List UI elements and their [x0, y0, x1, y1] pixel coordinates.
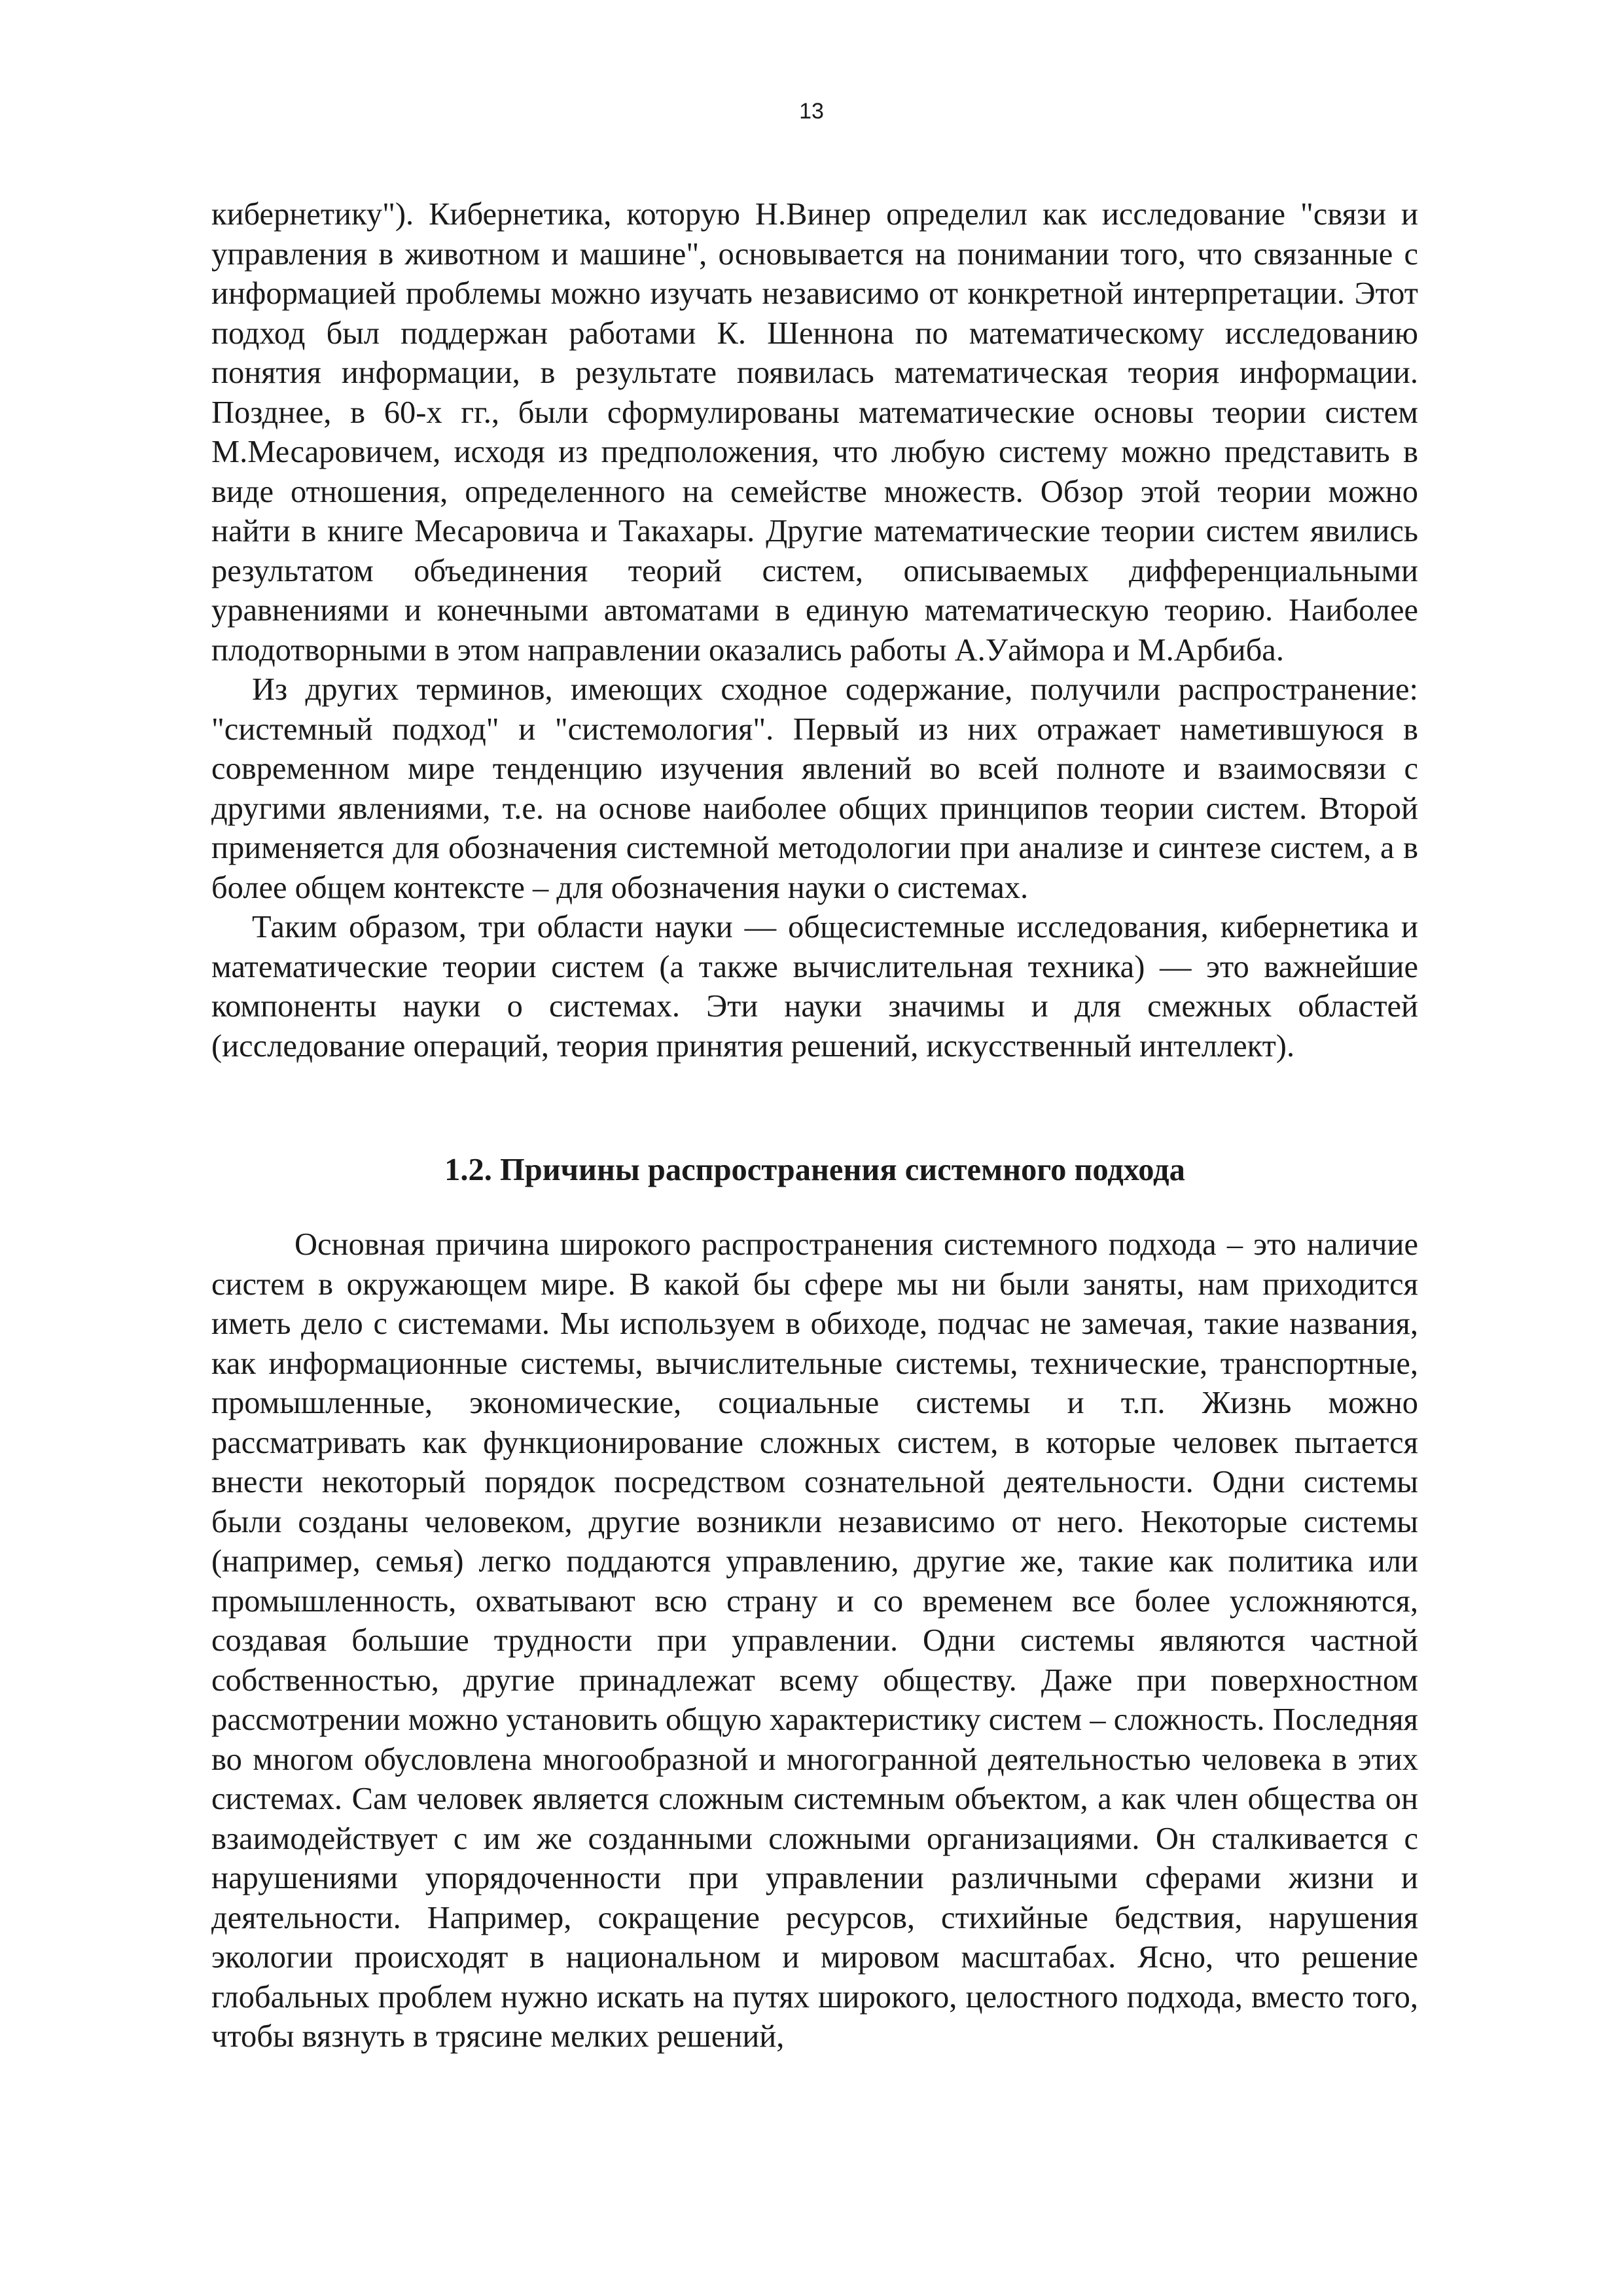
section-heading: 1.2. Причины распространения системного подхода [444, 1153, 1185, 1187]
page-number: 13 [799, 99, 824, 124]
paragraph-systems-science-components: Таким образом, три области науки — общесистемные исследования, кибернетика и математические теории систем (а также вычислительная техника) — это важнейшие компоненты науки о системах. Эти науки значимы и для смежных областей (исследование операций, теория принятия решений, искусственный интеллект). [211, 910, 1418, 1064]
paragraph-system-approach-terms: Из других терминов, имеющих сходное содержание, получили распространение: "системный подход" и "системология". Первый из них отражает наметившуюся в современном мире тенденцию изучения явлений во всей полноте и взаимосвязи с другими явлениями, т.е. на основе наиболее общих принципов теории систем. Второй применяется для обозначения системной методологии при анализе и синтезе систем, а в более общем контексте – для обозначения науки о системах. [211, 672, 1418, 905]
paragraph-cybernetics: кибернетику"). Кибернетика, которую Н.Винер определил как исследование "связи и управления в животном и машине", основывается на понимании того, что связанные с информацией проблемы можно изучать независимо от конкретной интерпретации. Этот подход был поддержан работами К. Шеннона по математическому исследованию понятия информации, в результате появилась математическая теория информации. Позднее, в 60-х гг., были сформулированы математические основы теории систем М.Месаровичем, исходя из предположения, что любую систему можно представить в виде отношения, определенного на семействе множеств. Обзор этой теории можно найти в книге Месаровича и Такахары. Другие математические теории систем явились результатом объединения теорий систем, описываемых дифференциальными уравнениями и конечными автоматами в единую математическую теорию. Наиболее плодотворными в этом направлении оказались работы А.Уаймора и М.Арбиба. [211, 197, 1418, 668]
body-text-section [211, 1225, 1418, 2057]
paragraph-reasons-spread: Основная причина широкого распространения системного подхода – это наличие систем в окружающем мире. В какой бы сфере мы ни были заняты, нам приходится иметь дело с системами. Мы используем в обиходе, подчас не замечая, такие названия, как информационные системы, вычислительные системы, технические, транспортные, промышленные, экономические, социальные системы и т.п. Жизнь можно рассматривать как функционирование сложных систем, в которые человек пытается внести некоторый порядок посредством сознательной деятельности. Одни системы были созданы человеком, другие возникли независимо от него. Некоторые системы (например, семья) легко поддаются управлению, другие же, такие как политика или промышленность, охватывают всю страну и со временем все более усложняются, создавая большие трудности при управлении. Одни системы являются частной собственностью, другие принадлежат всему обществу. Даже при поверхностном рассмотрении можно установить общую характеристику систем – сложность. Последняя во многом обусловлена многообразной и многогранной деятельностью человека в этих системах. Сам человек является сложным системным объектом, а как член общества он взаимодействует с им же созданными сложными организациями. Он сталкивается с нарушениями упорядоченности при управлении различными сферами жизни и деятельности. Например, сокращение ресурсов, стихийные бедствия, нарушения экологии происходят в национальном и мировом масштабах. Ясно, что решение глобальных проблем нужно искать на путях широкого, целостного подхода, вместо того, чтобы вязнуть в трясине мелких решений, [211, 1227, 1418, 2054]
body-text-top [211, 195, 1418, 1066]
